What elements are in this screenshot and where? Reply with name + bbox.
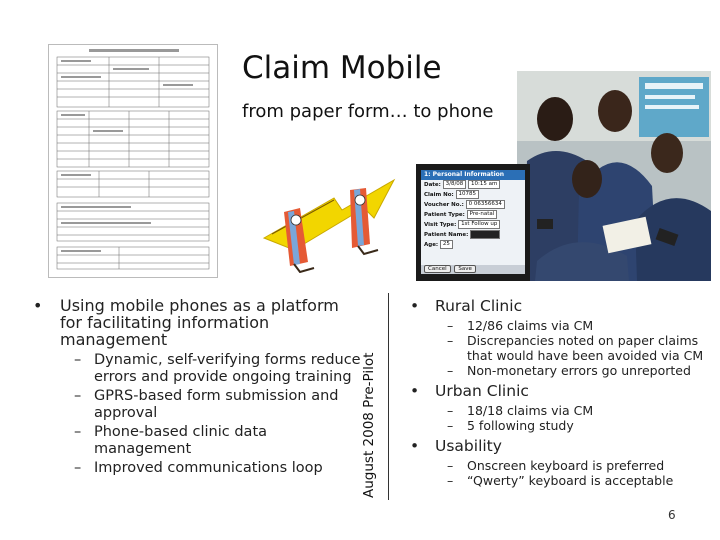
vertical-label: August 2008 Pre-Pilot — [361, 352, 377, 498]
right-sub-item — [410, 418, 710, 433]
right-sub-text: 18/18 claims via CM — [467, 403, 594, 418]
photo-drawing — [517, 71, 711, 281]
right-section-usability — [410, 437, 710, 455]
phone-field-voucher — [421, 200, 525, 210]
right-sub-text: 5 following study — [467, 418, 574, 433]
clipart-drawing — [224, 178, 404, 273]
bullet-icon: • — [410, 297, 420, 315]
right-sub-list — [410, 403, 710, 433]
right-sub-text: Non-monetary errors go unreported — [467, 363, 691, 378]
phone-image — [416, 164, 530, 281]
phone-field-patient-type — [421, 210, 525, 220]
left-main-bullet — [33, 297, 363, 348]
phone-softkeys — [421, 265, 525, 274]
phone-save-key: Save — [454, 265, 476, 273]
column-divider — [388, 293, 389, 500]
slide-title: Claim Mobile — [242, 50, 442, 86]
students-photo — [517, 71, 711, 281]
bullet-icon: • — [410, 382, 420, 400]
right-sub-item — [410, 363, 710, 378]
phone-screen — [421, 170, 525, 274]
phone-field-visit-type — [421, 220, 525, 230]
right-section-rural — [410, 297, 710, 315]
phone-field-label: Date: — [424, 182, 441, 188]
phone-field-time: 10:15 am — [468, 180, 500, 189]
phone-field-value: 10785 — [456, 190, 480, 199]
dash-icon: – — [447, 458, 454, 473]
phone-header: 1: Personal Information — [421, 170, 525, 180]
left-bullets — [33, 297, 363, 479]
dash-icon: – — [447, 473, 454, 488]
slide-subtitle: from paper form… to phone — [242, 101, 494, 122]
phone-field-value: 3/8/08 — [443, 180, 467, 189]
phone-field-label: Age: — [424, 242, 439, 248]
left-sub-text: Dynamic, self-verifying forms reduce errors and provide ongoing training — [94, 352, 361, 385]
right-section-title: Rural Clinic — [435, 297, 523, 315]
right-bullets — [410, 297, 710, 492]
right-section-title: Usability — [435, 437, 502, 455]
phone-field-label: Voucher No.: — [424, 202, 464, 208]
dash-icon: – — [447, 363, 454, 378]
dash-icon: – — [74, 460, 82, 476]
right-sub-text: Onscreen keyboard is preferred — [467, 458, 665, 473]
phone-field-date — [421, 180, 525, 190]
phone-field-value: Pre-natal — [467, 210, 498, 219]
page-number: 6 — [668, 508, 676, 522]
dash-icon: – — [74, 424, 82, 440]
right-section-urban — [410, 382, 710, 400]
phone-field-age — [421, 240, 525, 250]
phone-cancel-key: Cancel — [424, 265, 451, 273]
dash-icon: – — [447, 318, 454, 333]
right-sub-text: Discrepancies noted on paper claims that would have been avoided via CM — [467, 333, 704, 363]
right-sub-text: “Qwerty” keyboard is acceptable — [467, 473, 674, 488]
dash-icon: – — [447, 333, 454, 348]
transfer-clipart — [224, 178, 404, 273]
phone-field-label: Patient Type: — [424, 212, 465, 218]
right-sub-item — [410, 318, 710, 333]
bullet-icon: • — [410, 437, 420, 455]
phone-field-claim — [421, 190, 525, 200]
right-sub-text: 12/86 claims via CM — [467, 318, 594, 333]
phone-field-value: 0 06356634 — [466, 200, 505, 209]
phone-field-value: 1st Follow up — [458, 220, 500, 229]
dash-icon: – — [447, 403, 454, 418]
right-sub-list — [410, 318, 710, 378]
right-sub-item — [410, 403, 710, 418]
phone-field-label: Patient Name: — [424, 232, 469, 238]
right-sub-item — [410, 333, 710, 363]
dash-icon: – — [74, 352, 82, 368]
dash-icon: – — [74, 388, 82, 404]
paper-form-drawing — [49, 45, 217, 277]
left-sub-list — [33, 352, 363, 477]
phone-field-label: Claim No: — [424, 192, 454, 198]
dash-icon: – — [447, 418, 454, 433]
right-sub-item — [410, 473, 710, 488]
phone-field-redacted — [470, 230, 500, 239]
bullet-icon: • — [33, 296, 43, 315]
right-sub-item — [410, 458, 710, 473]
phone-field-patient-name — [421, 230, 525, 240]
phone-field-value: 25 — [440, 240, 453, 249]
left-sub-item — [33, 424, 363, 458]
left-sub-item — [33, 460, 363, 477]
right-sub-list — [410, 458, 710, 488]
left-sub-text: Phone-based clinic data management — [94, 424, 268, 457]
left-sub-text: Improved communications loop — [94, 460, 323, 476]
phone-field-label: Visit Type: — [424, 222, 457, 228]
left-sub-text: GPRS-based form submission and approval — [94, 388, 339, 421]
right-section-title: Urban Clinic — [435, 382, 529, 400]
left-sub-item — [33, 352, 363, 386]
left-sub-item — [33, 388, 363, 422]
paper-form-image — [48, 44, 218, 278]
left-main-text: Using mobile phones as a platform for facilitating information management — [60, 296, 339, 349]
